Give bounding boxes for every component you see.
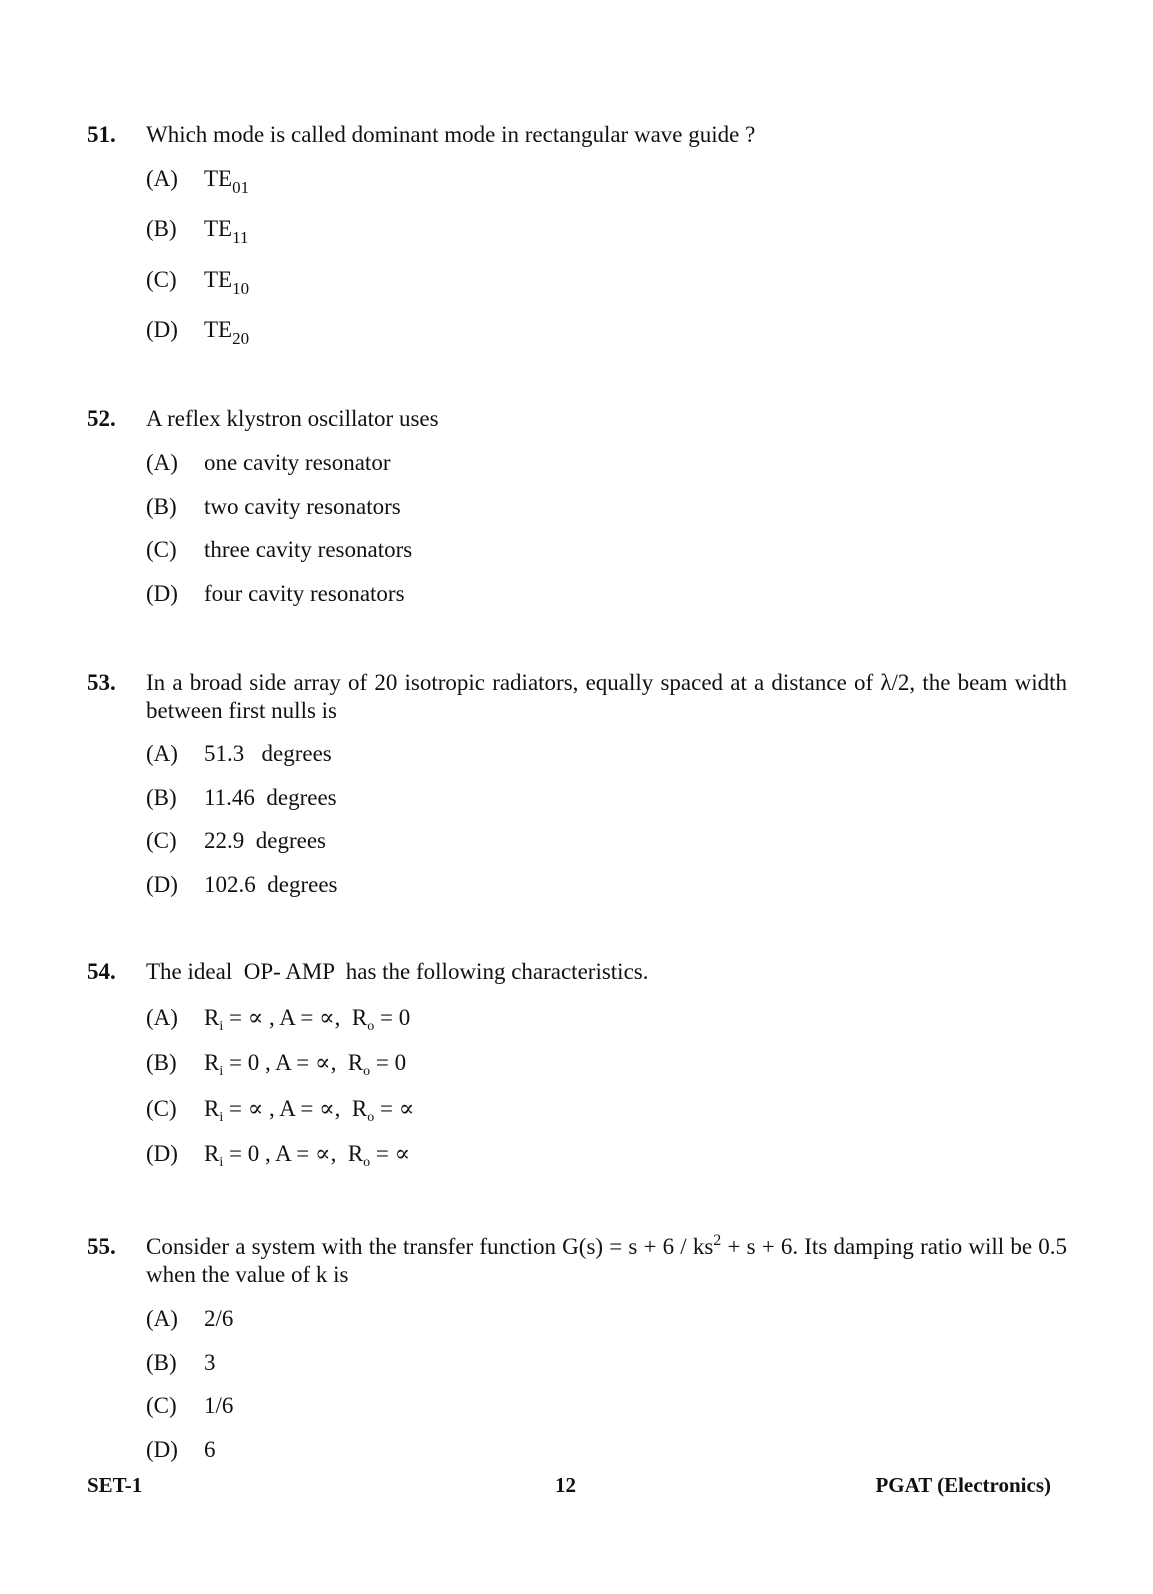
option-label: (C)	[146, 537, 177, 562]
subscript-i: i	[219, 1155, 224, 1170]
option-text: R	[204, 1005, 220, 1030]
option-text: = 0 , A = ∝, R	[223, 1050, 364, 1075]
option-text: 102.6 degrees	[204, 872, 338, 897]
option-text: two cavity resonators	[204, 494, 401, 519]
option-subscript: 20	[232, 329, 250, 348]
footer-set: SET-1	[87, 1473, 143, 1497]
option-text: TE	[204, 216, 233, 241]
question-text-part: Consider a system with the transfer function G(s) = s + 6 / ks	[146, 1234, 714, 1259]
option-text: R	[204, 1096, 220, 1121]
option-a	[146, 1306, 233, 1332]
option-label: (B)	[146, 1350, 177, 1375]
option-text: 11.46 degrees	[204, 785, 337, 810]
question-number: 55.	[87, 1234, 116, 1259]
option-text: 22.9 degrees	[204, 828, 326, 853]
option-d	[146, 1437, 216, 1463]
option-text: 1/6	[204, 1393, 234, 1418]
subscript-o: o	[367, 1110, 375, 1125]
option-d	[146, 872, 338, 898]
option-subscript: 11	[232, 228, 249, 247]
question-text-part: + s + 6. Its damping ratio will be 0.5 when the value of k is	[146, 1234, 1067, 1287]
option-text: = ∝ , A = ∝, R	[223, 1005, 368, 1030]
option-text: = ∝	[370, 1141, 411, 1166]
question-number: 52.	[87, 406, 116, 431]
question-54	[87, 958, 1067, 1170]
question-53	[87, 669, 1067, 897]
option-subscript: 01	[232, 178, 250, 197]
option-label: (D)	[146, 1141, 178, 1166]
option-label: (D)	[146, 581, 178, 606]
question-text: The ideal OP- AMP has the following characteristics.	[146, 959, 649, 984]
option-label: (A)	[146, 450, 178, 475]
question-55	[87, 1232, 1067, 1462]
question-52	[87, 405, 1067, 606]
option-label: (C)	[146, 267, 177, 292]
option-text: = 0	[370, 1050, 407, 1075]
option-b	[146, 216, 249, 247]
option-label: (A)	[146, 1005, 178, 1030]
question-number: 53.	[87, 670, 116, 695]
option-label: (B)	[146, 785, 177, 810]
option-text: one cavity resonator	[204, 450, 391, 475]
option-label: (A)	[146, 1306, 178, 1331]
option-text: TE	[204, 166, 233, 191]
option-c	[146, 537, 412, 563]
option-text: TE	[204, 317, 233, 342]
option-c	[146, 828, 326, 854]
option-b	[146, 1050, 407, 1079]
question-number: 54.	[87, 959, 116, 984]
option-text: 6	[204, 1437, 216, 1462]
superscript: 2	[713, 1232, 722, 1249]
option-b	[146, 1350, 216, 1376]
subscript-i: i	[219, 1110, 224, 1125]
option-d	[146, 317, 250, 348]
option-a	[146, 1005, 411, 1034]
question-text: In a broad side array of 20 isotropic radiators, equally spaced at a distance of λ/2, the beam width between first nulls is	[146, 670, 1067, 723]
subscript-o: o	[367, 1019, 375, 1034]
option-label: (A)	[146, 741, 178, 766]
option-label: (D)	[146, 317, 178, 342]
option-text: 3	[204, 1350, 216, 1375]
option-c	[146, 1096, 415, 1125]
option-a	[146, 450, 390, 476]
option-text: R	[204, 1141, 220, 1166]
option-label: (B)	[146, 216, 177, 241]
option-b	[146, 494, 401, 520]
option-d	[146, 1141, 411, 1170]
option-text: TE	[204, 267, 233, 292]
option-label: (C)	[146, 1096, 177, 1121]
option-text: three cavity resonators	[204, 537, 413, 562]
option-d	[146, 581, 405, 607]
option-b	[146, 785, 337, 811]
question-51	[87, 121, 1067, 348]
question-text	[146, 1233, 1067, 1289]
option-text: 51.3 degrees	[204, 741, 332, 766]
option-subscript: 10	[232, 279, 250, 298]
option-text: R	[204, 1050, 220, 1075]
footer-page-number: 12	[555, 1473, 576, 1497]
option-c	[146, 267, 250, 298]
option-label: (B)	[146, 1050, 177, 1075]
option-label: (B)	[146, 494, 177, 519]
option-c	[146, 1393, 233, 1419]
subscript-i: i	[219, 1064, 224, 1079]
option-text: = ∝ , A = ∝, R	[223, 1096, 368, 1121]
option-a	[146, 166, 250, 197]
option-a	[146, 741, 332, 767]
subscript-o: o	[363, 1155, 371, 1170]
footer-exam-title: PGAT (Electronics)	[875, 1473, 1051, 1497]
option-text: = ∝	[374, 1096, 415, 1121]
option-label: (C)	[146, 1393, 177, 1418]
subscript-o: o	[363, 1064, 371, 1079]
option-text: = 0	[374, 1005, 411, 1030]
option-label: (C)	[146, 828, 177, 853]
option-text: 2/6	[204, 1306, 234, 1331]
option-label: (A)	[146, 166, 178, 191]
option-text: four cavity resonators	[204, 581, 405, 606]
question-text: A reflex klystron oscillator uses	[146, 406, 439, 431]
question-text: Which mode is called dominant mode in rectangular wave guide ?	[146, 122, 756, 147]
option-label: (D)	[146, 1437, 178, 1462]
question-number: 51.	[87, 122, 116, 147]
option-text: = 0 , A = ∝, R	[223, 1141, 364, 1166]
subscript-i: i	[219, 1019, 224, 1034]
option-label: (D)	[146, 872, 178, 897]
